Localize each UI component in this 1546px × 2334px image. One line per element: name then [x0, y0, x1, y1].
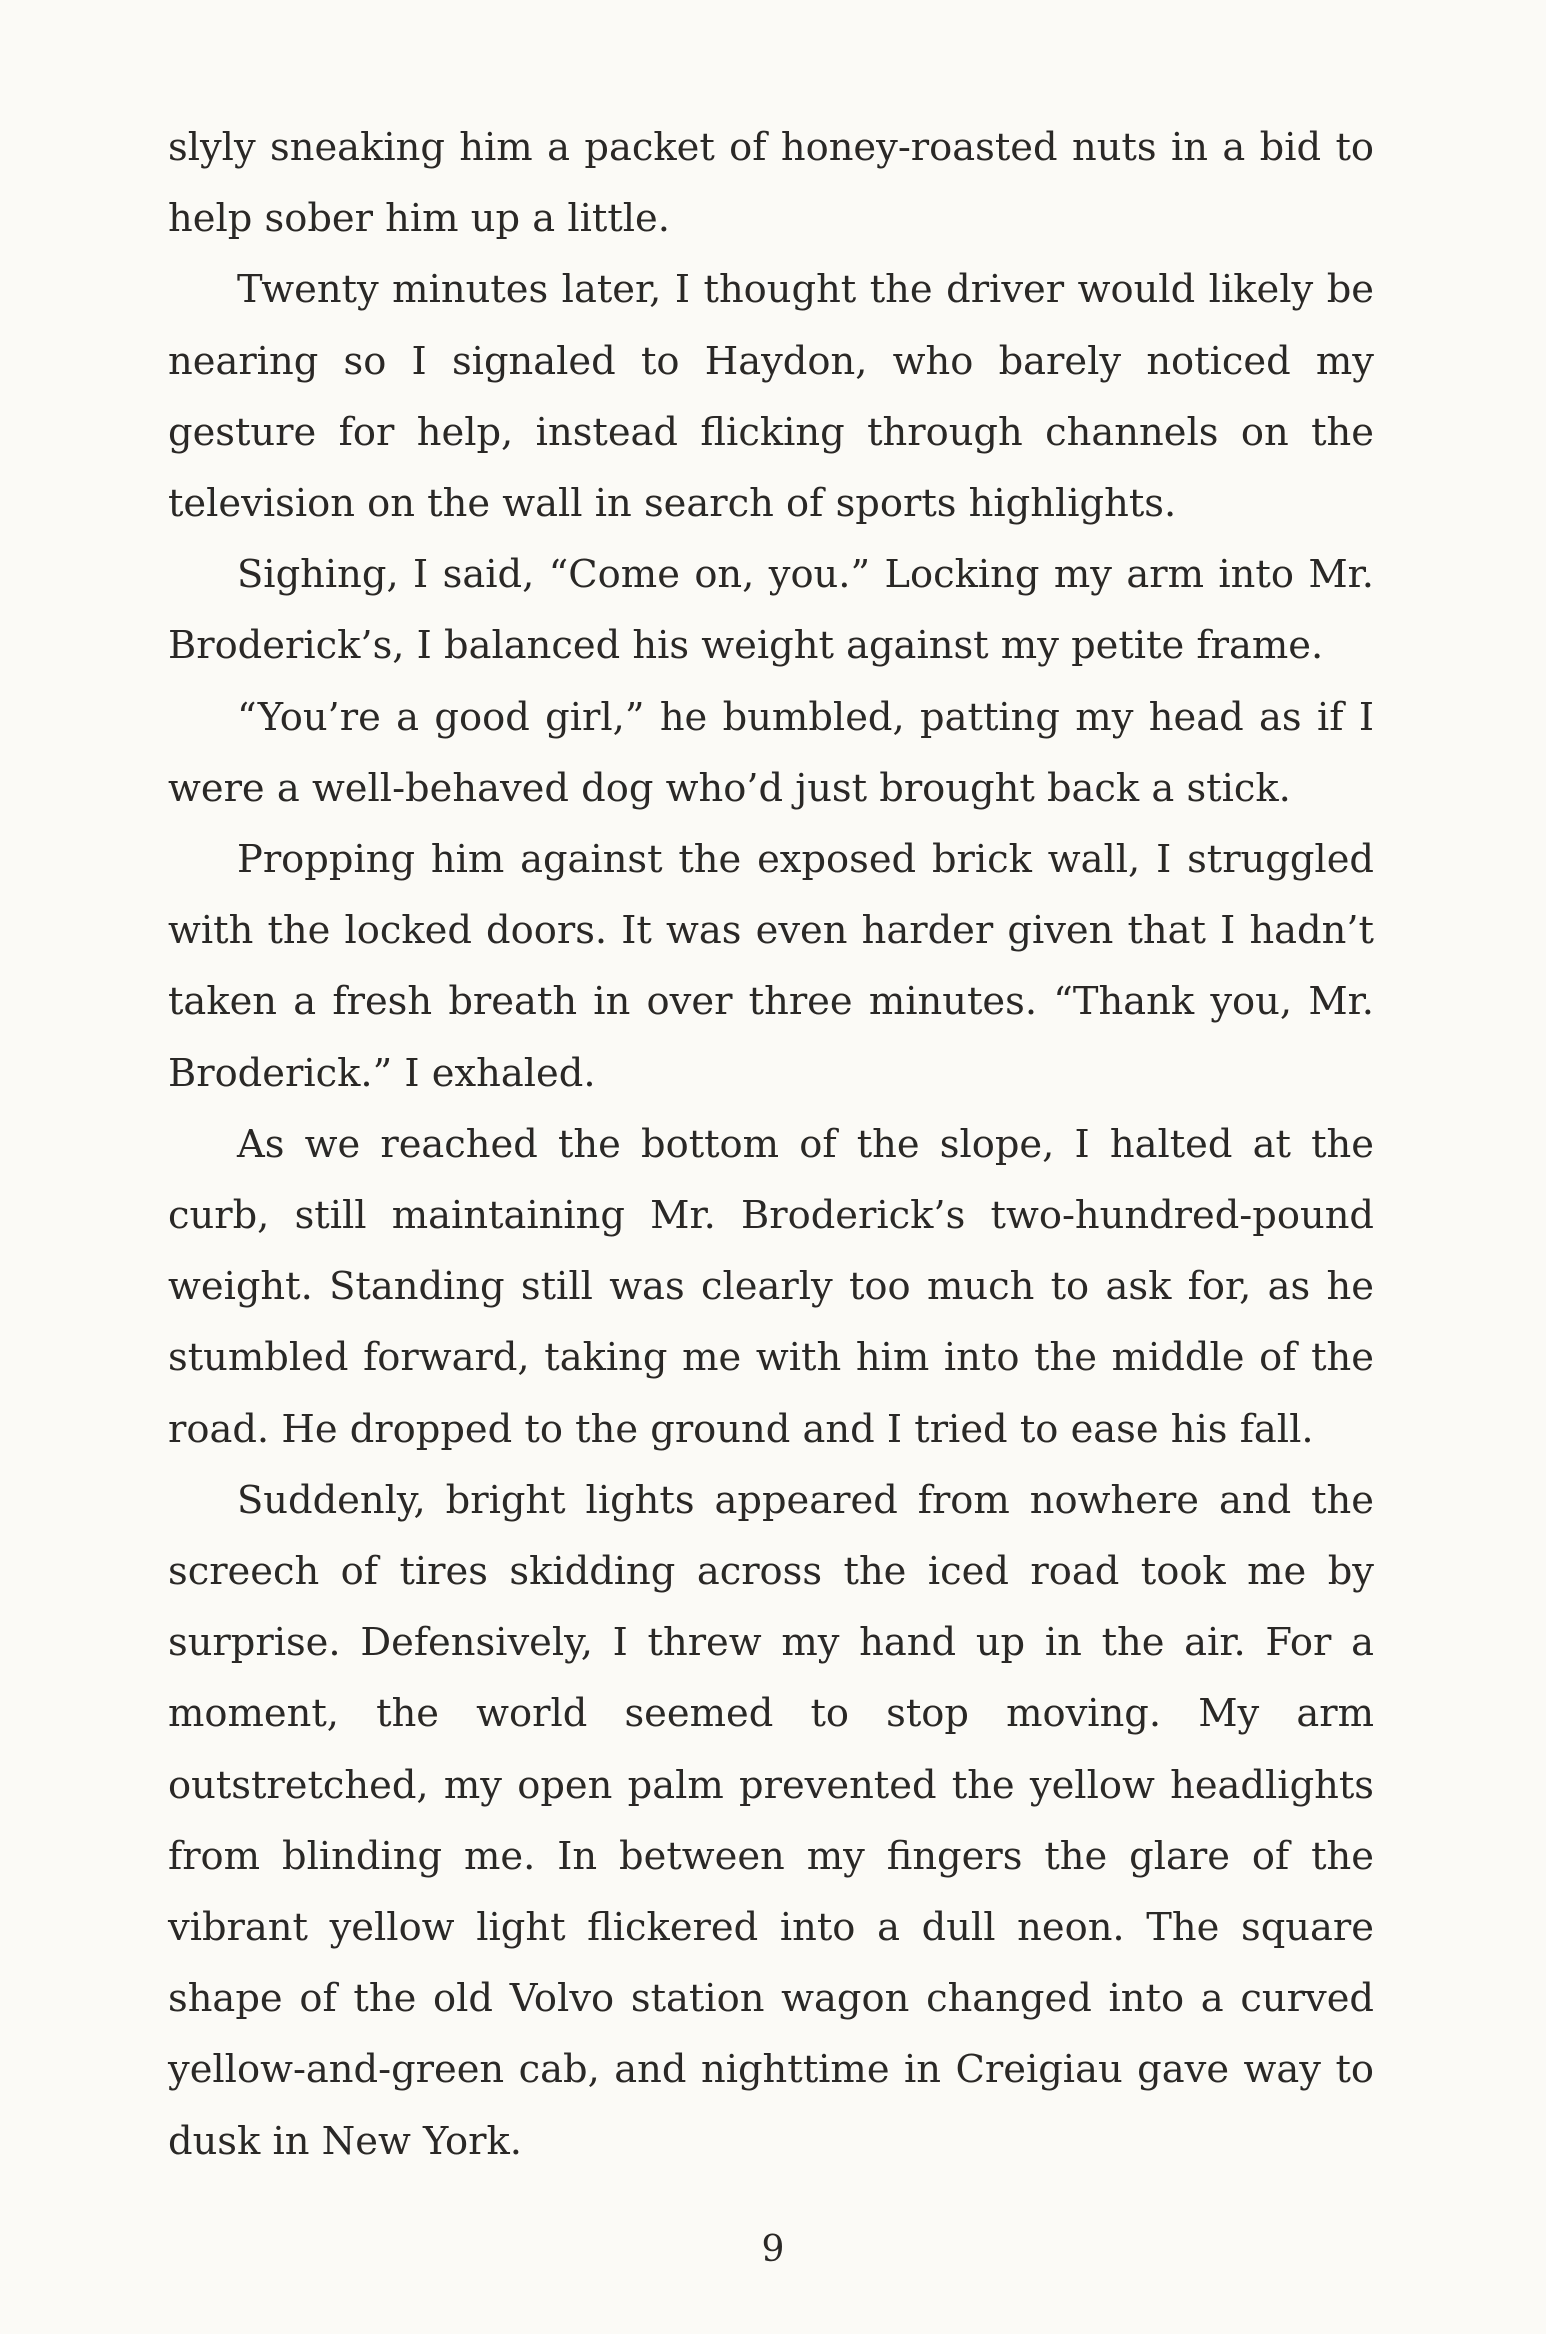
body-text: [168, 112, 1374, 2177]
paragraph-lights: Suddenly, bright lights appeared from nowhere and the screech of tires skidding across the iced road took me by surprise. Defensively, I threw my hand up in the air. For a moment, the world seemed to stop moving. My arm outstretched, my open palm prevented the yellow headlights from blinding me. In between my fingers the glare of the vibrant yellow light flickered into a dull neon. The square shape of the old Volvo station wagon changed into a curved yellow-and-green cab, and nighttime in Creigiau gave way to dusk in New York.: [168, 1477, 1374, 2164]
paragraph-curb: As we reached the bottom of the slope, I halted at the curb, still maintaining Mr. Broderick’s two-hundred-pound weight. Standing still was clearly too much to ask for, as he stumbled forward, taking me with him into the middle of the road. He dropped to the ground and I tried to ease his fall.: [168, 1121, 1374, 1452]
paragraph-sighing: Sighing, I said, “Come on, you.” Locking my arm into Mr. Broderick’s, I balanced his weight against my petite frame.: [168, 552, 1374, 669]
paragraph-driver: Twenty minutes later, I thought the driver would likely be nearing so I signaled to Haydon, who barely noticed my gesture for help, instead flicking through channels on the television on the wall in search of sports highlights.: [168, 267, 1374, 527]
paragraph-brick-wall: Propping him against the exposed brick wall, I struggled with the locked doors. It was even harder given that I hadn’t taken a fresh breath in over three minutes. “Thank you, Mr. Broderick.” I exhaled.: [168, 837, 1374, 1096]
paragraph-good-girl: “You’re a good girl,” he bumbled, patting my head as if I were a well-behaved dog who’d just brought back a stick.: [168, 694, 1374, 811]
paragraph-continuation: slyly sneaking him a packet of honey-roasted nuts in a bid to help sober him up a little.: [168, 125, 1374, 242]
page-number: 9: [761, 2229, 785, 2270]
